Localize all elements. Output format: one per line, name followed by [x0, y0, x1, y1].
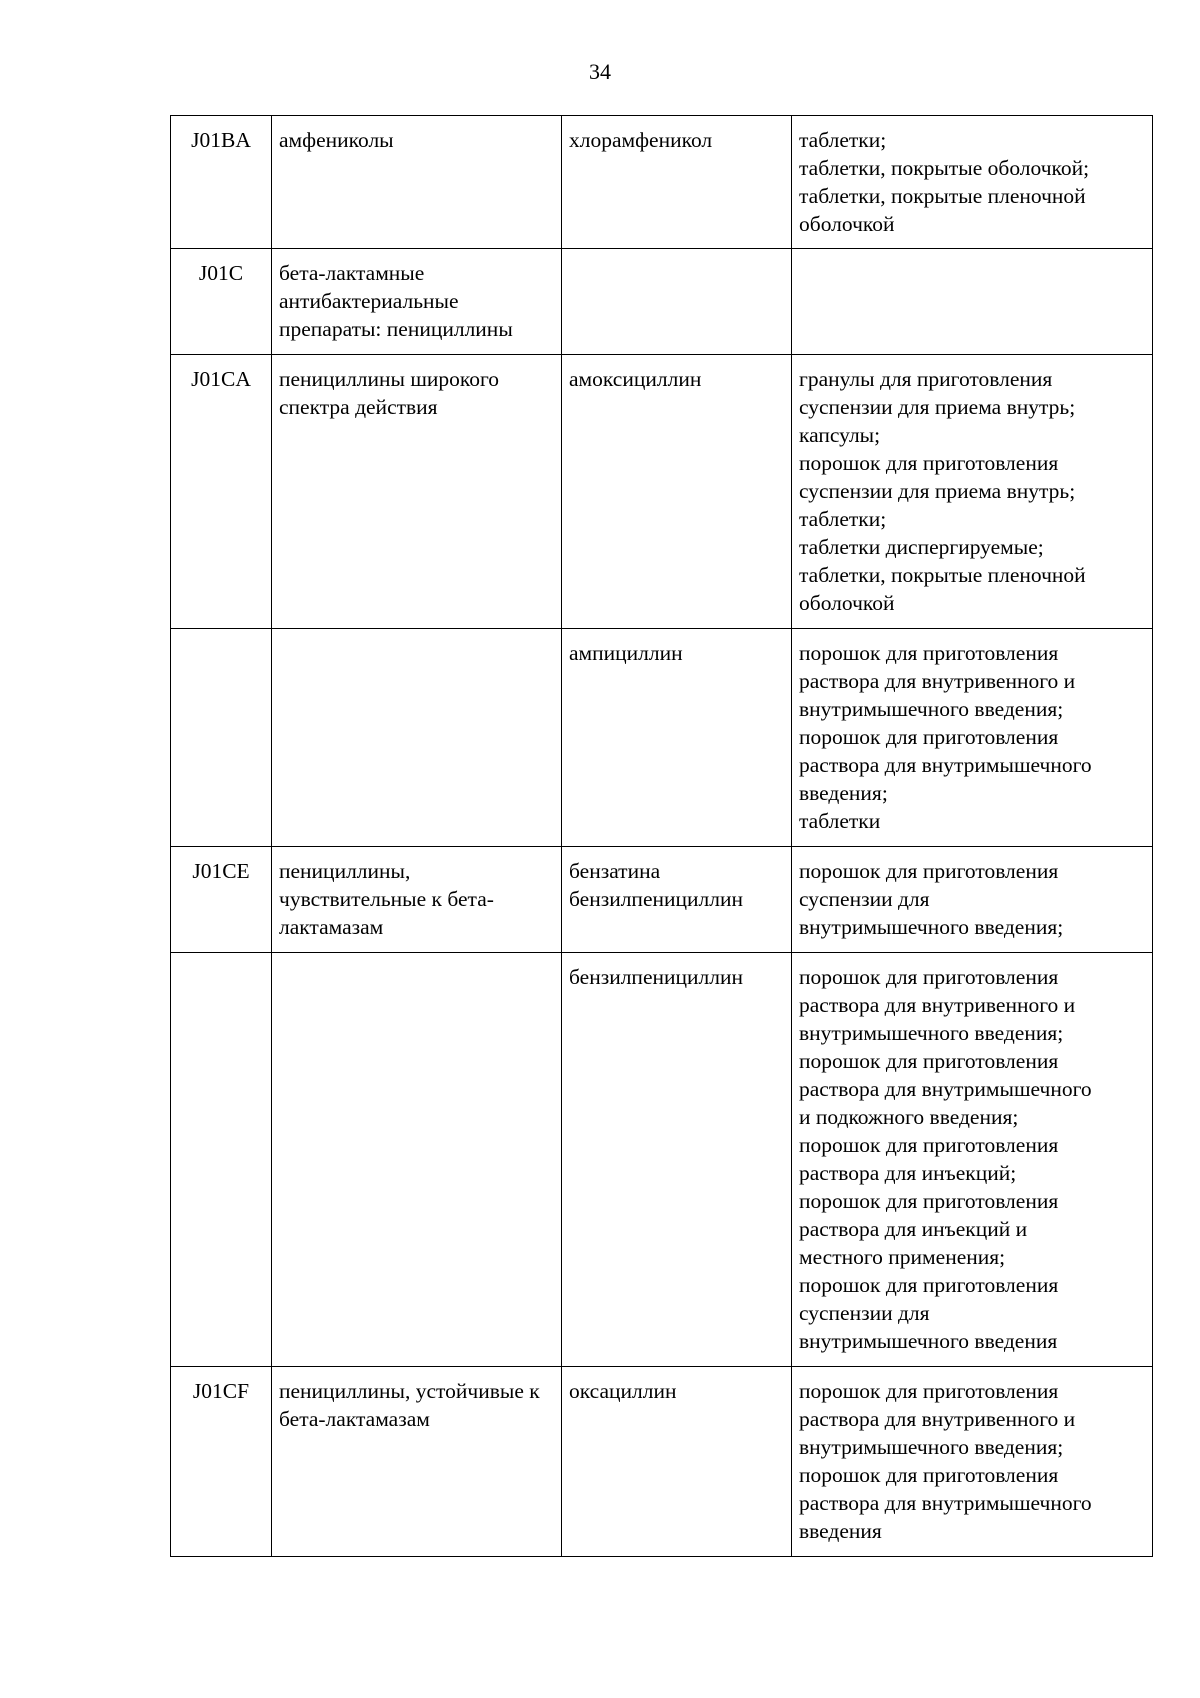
active-substance: [562, 249, 792, 355]
dosage-form-line: раствора для внутривенного и: [799, 669, 1076, 693]
dosage-form-line: порошок для приготовления: [799, 725, 1059, 749]
dosage-form-line: таблетки: [799, 809, 881, 833]
table-row: [171, 847, 1153, 953]
dosage-form-line: порошок для приготовления: [799, 859, 1059, 883]
page-number: 34: [589, 59, 611, 84]
dosage-form-line: и подкожного введения;: [799, 1105, 1019, 1129]
dosage-form-line: суспензии для приема внутрь;: [799, 479, 1076, 503]
dosage-form-line: суспензии для: [799, 1301, 930, 1325]
dosage-form-line: таблетки, покрытые оболочкой;: [799, 156, 1090, 180]
dosage-form-line: таблетки, покрытые пленочной: [799, 184, 1086, 208]
table-row: [171, 629, 1153, 847]
pharmacological-group: амфениколы: [272, 116, 562, 249]
active-substance: ампициллин: [562, 629, 792, 847]
dosage-form-line: местного применения;: [799, 1245, 1006, 1269]
dosage-form-line: внутримышечного введения: [799, 1329, 1058, 1353]
atc-code: J01CE: [171, 847, 272, 953]
atc-code: [171, 629, 272, 847]
dosage-form-line: раствора для внутримышечного: [799, 1077, 1092, 1101]
dosage-form-line: таблетки;: [799, 507, 887, 531]
pharmacological-group: бета-лактамные антибактериальные препараты: пенициллины: [272, 249, 562, 355]
dosage-form-line: раствора для внутримышечного: [799, 1491, 1092, 1515]
pharmacological-group: [272, 953, 562, 1367]
dosage-form-line: оболочкой: [799, 591, 895, 615]
atc-code: [171, 953, 272, 1367]
dosage-forms: [792, 953, 1153, 1367]
dosage-form-line: оболочкой: [799, 212, 895, 236]
active-substance: амоксициллин: [562, 355, 792, 629]
dosage-form-line: порошок для приготовления: [799, 1189, 1059, 1213]
dosage-form-line: внутримышечного введения;: [799, 697, 1064, 721]
active-substance: оксациллин: [562, 1367, 792, 1557]
atc-code: J01BA: [171, 116, 272, 249]
drug-table-body: [171, 116, 1153, 1557]
dosage-form-line: суспензии для: [799, 887, 930, 911]
dosage-forms: [792, 629, 1153, 847]
dosage-form-line: внутримышечного введения;: [799, 1435, 1064, 1459]
dosage-form-line: введения;: [799, 781, 888, 805]
table-row: [171, 355, 1153, 629]
dosage-form-line: раствора для инъекций и: [799, 1217, 1028, 1241]
dosage-form-line: раствора для внутривенного и: [799, 993, 1076, 1017]
dosage-form-line: раствора для инъекций;: [799, 1161, 1017, 1185]
dosage-forms: [792, 249, 1153, 355]
dosage-form-line: таблетки диспергируемые;: [799, 535, 1044, 559]
dosage-form-line: раствора для внутримышечного: [799, 753, 1092, 777]
dosage-form-line: порошок для приготовления: [799, 1463, 1059, 1487]
pharmacological-group: пенициллины широкого спектра действия: [272, 355, 562, 629]
dosage-forms: [792, 116, 1153, 249]
dosage-form-line: таблетки, покрытые пленочной: [799, 563, 1086, 587]
dosage-forms: [792, 355, 1153, 629]
dosage-form-line: суспензии для приема внутрь;: [799, 395, 1076, 419]
dosage-form-line: таблетки;: [799, 128, 887, 152]
table-row: [171, 1367, 1153, 1557]
pharmacological-group: пенициллины, чувствительные к бета-лактамазам: [272, 847, 562, 953]
dosage-form-line: капсулы;: [799, 423, 881, 447]
dosage-form-line: порошок для приготовления: [799, 1379, 1059, 1403]
dosage-form-line: внутримышечного введения;: [799, 1021, 1064, 1045]
atc-code: J01C: [171, 249, 272, 355]
active-substance: бензатина бензилпенициллин: [562, 847, 792, 953]
drug-table: [170, 115, 1153, 1557]
dosage-form-line: внутримышечного введения;: [799, 915, 1064, 939]
table-row: [171, 953, 1153, 1367]
atc-code: J01CA: [171, 355, 272, 629]
active-substance: бензилпенициллин: [562, 953, 792, 1367]
dosage-form-line: порошок для приготовления: [799, 1273, 1059, 1297]
dosage-form-line: порошок для приготовления: [799, 641, 1059, 665]
dosage-form-line: порошок для приготовления: [799, 965, 1059, 989]
dosage-forms: [792, 847, 1153, 953]
pharmacological-group: пенициллины, устойчивые к бета-лактамазам: [272, 1367, 562, 1557]
table-row: [171, 116, 1153, 249]
dosage-form-line: введения: [799, 1519, 882, 1543]
dosage-form-line: гранулы для приготовления: [799, 367, 1053, 391]
dosage-form-line: порошок для приготовления: [799, 451, 1059, 475]
dosage-form-line: порошок для приготовления: [799, 1049, 1059, 1073]
active-substance: хлорамфеникол: [562, 116, 792, 249]
atc-code: J01CF: [171, 1367, 272, 1557]
dosage-form-line: раствора для внутривенного и: [799, 1407, 1076, 1431]
dosage-form-line: порошок для приготовления: [799, 1133, 1059, 1157]
pharmacological-group: [272, 629, 562, 847]
dosage-forms: [792, 1367, 1153, 1557]
table-row: [171, 249, 1153, 355]
